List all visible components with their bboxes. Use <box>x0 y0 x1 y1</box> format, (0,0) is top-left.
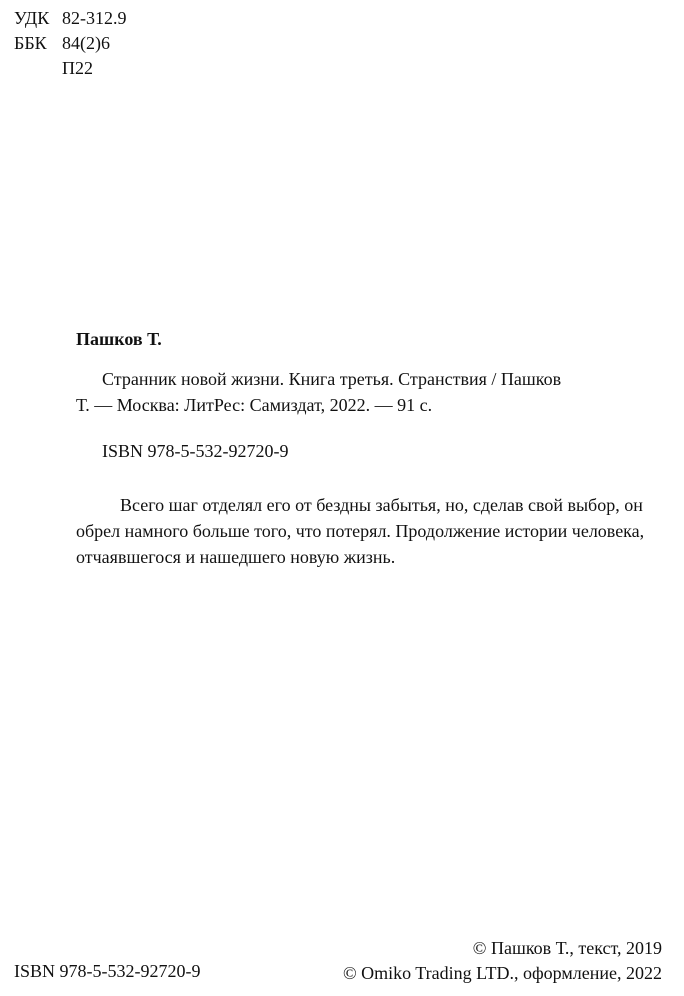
author-heading: Пашков Т. <box>76 329 162 349</box>
bibliographic-line-2: Т. — Москва: ЛитРес: Самиздат, 2022. — 91 с. <box>76 395 433 415</box>
author-mark: П22 <box>62 58 93 78</box>
annotation-line-1: Всего шаг отделял его от бездны забытья, но, сделав свой выбор, он <box>120 495 643 515</box>
isbn: ISBN 978-5-532-92720-9 <box>102 441 289 461</box>
copyright-design: © Omiko Trading LTD., оформление, 2022 <box>342 963 662 983</box>
copyright-text: © Пашков Т., текст, 2019 <box>472 938 662 958</box>
annotation-line-2: обрел намного больше того, что потерял. Продолжение истории человека, <box>76 521 645 541</box>
bbk-row <box>14 31 127 56</box>
copyright-block <box>343 936 662 986</box>
classification-codes <box>14 6 127 81</box>
bibliographic-description <box>76 366 636 418</box>
bibliographic-line-1: Странник новой жизни. Книга третья. Странствия / Пашков <box>102 369 562 389</box>
author-mark-row <box>14 56 127 81</box>
bbk-label: ББК <box>14 33 47 53</box>
footer-isbn: ISBN 978-5-532-92720-9 <box>14 961 201 981</box>
annotation <box>76 492 658 570</box>
udk-value: 82-312.9 <box>62 8 127 28</box>
annotation-line-3: отчаявшегося и нашедшего новую жизнь. <box>76 547 396 567</box>
author-mark-spacer <box>14 56 62 81</box>
bbk-value: 84(2)6 <box>62 33 110 53</box>
udk-row <box>14 6 127 31</box>
udk-label: УДК <box>14 8 50 28</box>
